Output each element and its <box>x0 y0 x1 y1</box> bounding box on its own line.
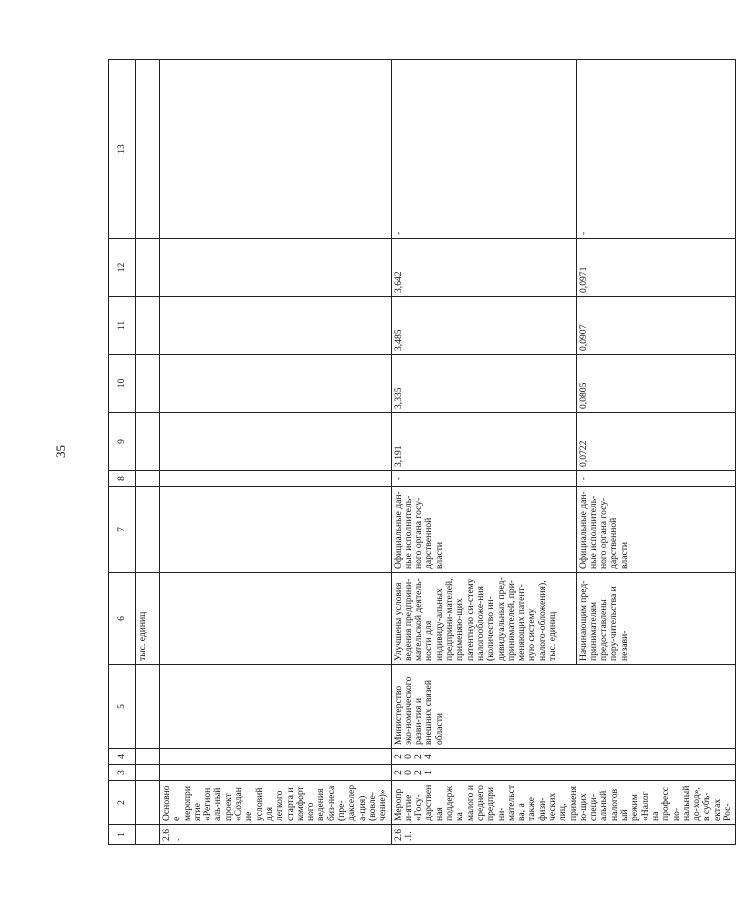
base-value: - <box>391 471 576 487</box>
value-2024: 3,642 <box>391 239 576 297</box>
table-cell <box>136 239 160 297</box>
row-number: 2.6.1. <box>391 825 736 845</box>
column-number: 9 <box>109 413 136 471</box>
event-name: Основное мероприятие «Региональ-ный проект «Создание условий для легкого старта и комфортного ведения биз-неса (пре-дакселера-ция) (вовле-чение)» <box>160 781 392 825</box>
data-source: Официальные дан-ные исполнитель-ного органа госу-дарственной власти <box>391 487 576 573</box>
indicator <box>160 573 392 665</box>
table-cell <box>136 413 160 471</box>
column-number: 10 <box>109 355 136 413</box>
value-2022: 0,0805 <box>576 355 736 413</box>
data-source <box>160 487 392 573</box>
table-row <box>391 60 576 845</box>
base-value <box>160 471 392 487</box>
value-2021: 0,0722 <box>576 413 736 471</box>
value-2021 <box>160 413 392 471</box>
table-cell <box>136 749 160 765</box>
table-cell <box>136 487 160 573</box>
table-cell <box>136 781 160 825</box>
executor: Министерство эко-номического разви-тия и внешних связей области <box>391 665 736 749</box>
column-number-row <box>109 60 136 845</box>
column-number: 12 <box>109 239 136 297</box>
value-2023: 3,485 <box>391 297 576 355</box>
year-to <box>160 749 392 765</box>
indicator: Начинающим пред-принимателям предоставлены пору-чительства и незави- <box>576 573 736 665</box>
value-2022 <box>160 355 392 413</box>
column-number: 3 <box>109 765 136 781</box>
year-to: 2024 <box>391 749 736 765</box>
page-number: 35 <box>53 445 68 459</box>
value-2024: 0,0971 <box>576 239 736 297</box>
column-number: 1 <box>109 825 136 845</box>
value-2023 <box>160 297 392 355</box>
indicators-table <box>108 59 736 845</box>
column-number: 8 <box>109 471 136 487</box>
rotated-table-wrapper <box>108 60 734 845</box>
column-number: 7 <box>109 487 136 573</box>
column-number: 11 <box>109 297 136 355</box>
value-2024 <box>160 239 392 297</box>
table-cell <box>136 665 160 749</box>
year-from <box>160 765 392 781</box>
base-value: - <box>576 471 736 487</box>
table-cell <box>136 765 160 781</box>
column-13 <box>160 60 392 239</box>
value-2023: 0,0907 <box>576 297 736 355</box>
column-number: 4 <box>109 749 136 765</box>
event-name: Меропри-ятие «Госу-дарственная поддержка малого и среднего предприни-мательства, а также физи-ческих лиц, применяю-щих специ-альный налоговый режим «Налог на профессио-нальный до-ход», в субъ-ектах Рос- <box>391 781 736 825</box>
table-cell <box>136 355 160 413</box>
data-source: Официальные дан-ные исполнитель-ного органа госу-дарственной власти <box>576 487 736 573</box>
column-13: - <box>576 60 736 239</box>
carry-over-row <box>136 60 160 845</box>
unit-cell: тыс. единиц <box>136 573 160 665</box>
value-2022: 3,335 <box>391 355 576 413</box>
row-number: 2.6. <box>160 825 392 845</box>
table-cell <box>136 825 160 845</box>
column-number: 5 <box>109 665 136 749</box>
value-2021: 3,191 <box>391 413 576 471</box>
table-row <box>160 60 392 845</box>
executor <box>160 665 392 749</box>
column-13: - <box>391 60 576 239</box>
year-from: 2021 <box>391 765 736 781</box>
column-number: 13 <box>109 60 136 239</box>
indicator: Улучшены условия ведения предприни-мательской деятель-ности для индивиду-альных предприни-мателей, применяю-щих патентную си-стему налогообложе-ния (количество ин-дивидуальных пред-принимателей, при-меняющих патент-ную систему налого-обложения), тыс. единиц <box>391 573 576 665</box>
table-cell <box>136 297 160 355</box>
table-cell <box>136 60 160 239</box>
column-number: 2 <box>109 781 136 825</box>
table-cell <box>136 471 160 487</box>
column-number: 6 <box>109 573 136 665</box>
